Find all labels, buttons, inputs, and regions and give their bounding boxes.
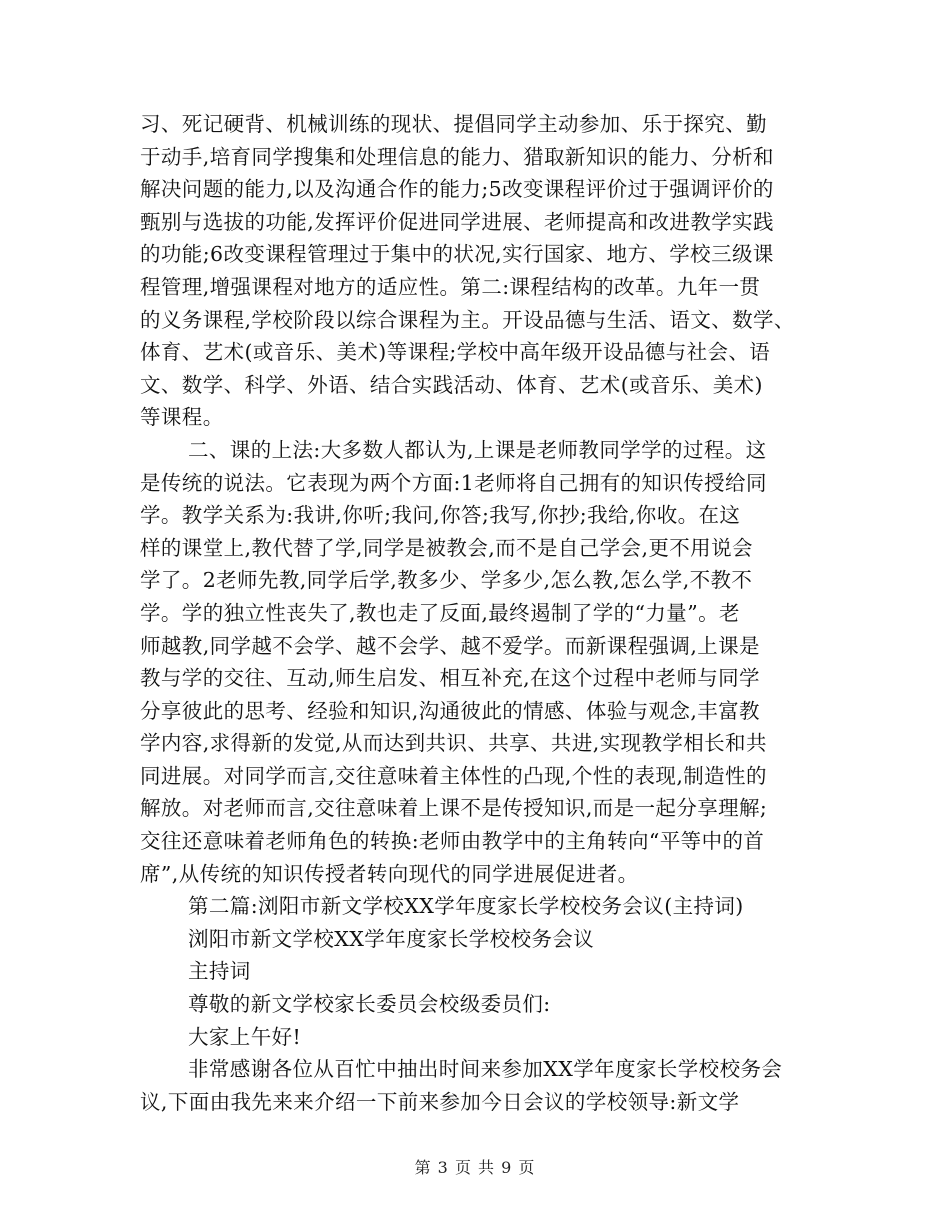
text-line: 学了。2老师先教,同学后学,教多少、学多少,怎么教,怎么学,不教不: [140, 568, 753, 593]
text-line: 席”,从传统的知识传授者转向现代的同学进展促进者。: [140, 861, 639, 886]
text-line: 浏阳市新文学校XX学年度家长学校校务会议: [188, 926, 595, 951]
text-line: 师越教,同学越不会学、越不会学、越不爱学。而新课程强调,上课是: [140, 633, 760, 658]
text-line: 甄别与选拔的功能,发挥评价促进同学进展、老师提高和改进教学实践: [140, 209, 774, 234]
page-footer: 第 3 页 共 9 页: [414, 1158, 536, 1177]
text-line: 第二篇:浏阳市新文学校XX学年度家长学校校务会议(主持词): [188, 894, 744, 919]
text-line: 程管理,增强课程对地方的适应性。第二:课程结构的改革。九年一贯: [140, 274, 761, 299]
text-line: 样的课堂上,教代替了学,同学是被教会,而不是自己学会,更不用说会: [140, 535, 753, 560]
text-line: 学。教学关系为:我讲,你听;我问,你答;我写,你抄;我给,你收。在这: [140, 503, 741, 528]
text-line: 二、课的上法:大多数人都认为,上课是老师教同学学的过程。这: [188, 437, 767, 462]
text-line: 等课程。: [140, 405, 224, 430]
text-line: 尊敬的新文学校家长委员会校级委员们:: [188, 992, 551, 1017]
text-line: 解决问题的能力,以及沟通合作的能力;5改变课程评价过于强调评价的: [140, 177, 774, 202]
text-line: 习、死记硬背、机械训练的现状、提倡同学主动参加、乐于探究、勤: [140, 112, 767, 136]
text-line: 议,下面由我先来来介绍一下前来参加今日会议的学校领导:新文学: [140, 1089, 740, 1114]
text-line: 文、数学、科学、外语、结合实践活动、体育、艺术(或音乐、美术): [140, 372, 763, 397]
text-line: 体育、艺术(或音乐、美术)等课程;学校中高年级开设品德与社会、语: [140, 340, 771, 365]
text-line: 大家上午好!: [188, 1024, 302, 1049]
text-line: 的功能;6改变课程管理过于集中的状况,实行国家、地方、学校三级课: [140, 242, 774, 267]
text-line: 学。学的独立性丧失了,教也走了反面,最终遏制了学的“力量”。老: [140, 600, 740, 625]
text-line: 分享彼此的思考、经验和知识,沟通彼此的情感、体验与观念,丰富教: [140, 698, 760, 723]
document-body: [140, 108, 816, 1118]
text-line: 于动手,培育同学搜集和处理信息的能力、猎取新知识的能力、分析和: [140, 144, 774, 169]
text-line: 解放。对老师而言,交往意味着上课不是传授知识,而是一起分享理解;: [140, 796, 768, 821]
text-line: 同进展。对同学而言,交往意味着主体性的凸现,个性的表现,制造性的: [140, 763, 767, 788]
text-line: 学内容,求得新的发觉,从而达到共识、共享、共进,实现教学相长和共: [140, 731, 767, 756]
text-line: 教与学的交往、互动,师生启发、相互补充,在这个过程中老师与同学: [140, 666, 760, 691]
text-line: 非常感谢各位从百忙中抽出时间来参加XX学年度家长学校校务会: [188, 1057, 783, 1082]
text-line: 是传统的说法。它表现为两个方面:1老师将自己拥有的知识传授给同: [140, 470, 767, 495]
text-line: 的义务课程,学校阶段以综合课程为主。开设品德与生活、语文、数学、: [140, 307, 795, 332]
text-line: 交往还意味着老师角色的转换:老师由教学中的主角转向“平等中的首: [140, 829, 765, 854]
text-line: 主持词: [188, 959, 251, 984]
